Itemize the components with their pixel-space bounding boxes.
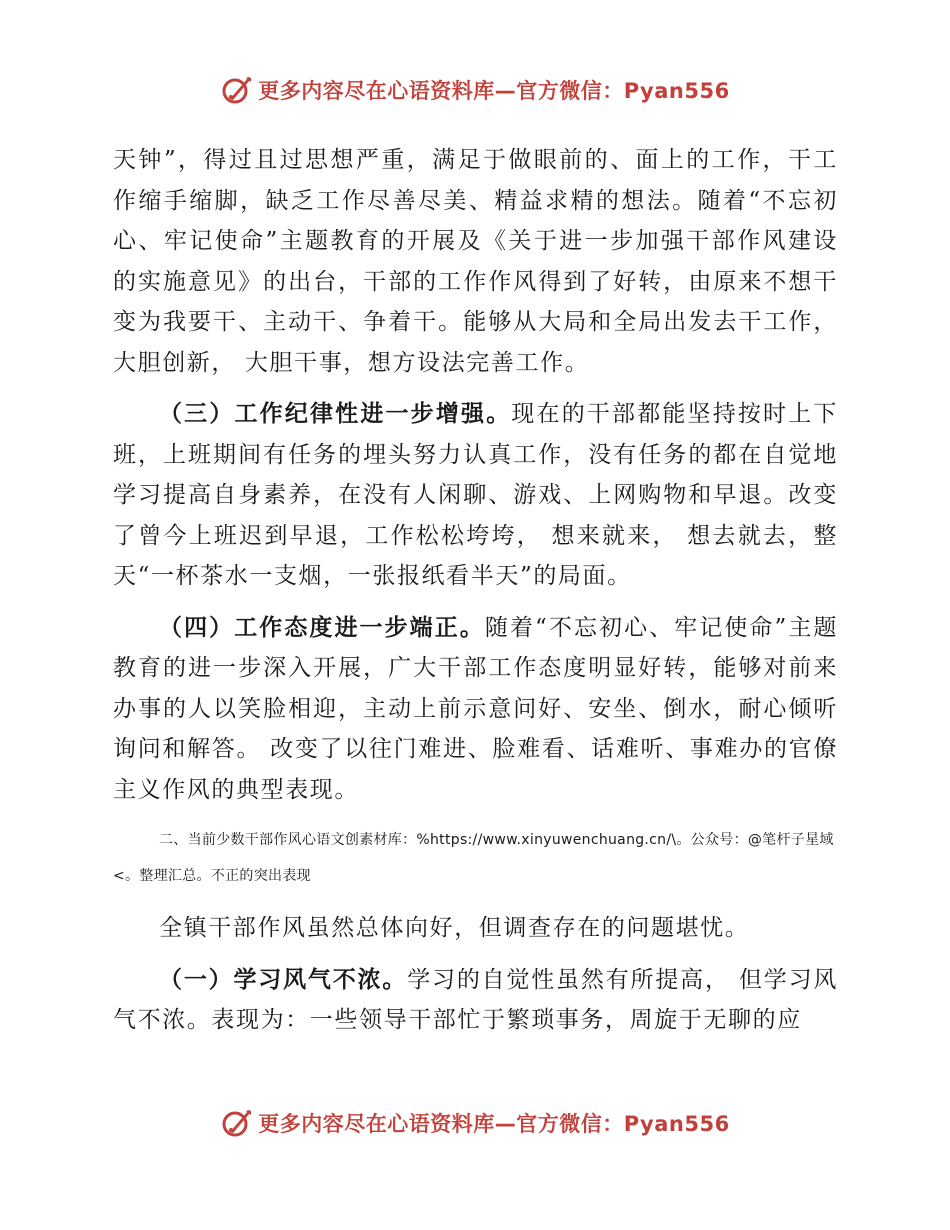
- section-heading-4: （四）工作态度进一步端正。: [159, 613, 485, 641]
- section-heading-3: （三）工作纪律性进一步增强。: [159, 400, 512, 427]
- quill-pen-logo-icon: [220, 73, 254, 107]
- paragraph-3-text: 随着“不忘初心、牢记使命”主题教育的进一步深入开展，广大干部工作态度明显好转，能够对前来办事的人以笑脸相迎，主动上前示意问好、安坐、倒水，耐心倾听询问和解答。 改变了以往门难进、脸难看、话难听、事难办的官僚主义作风的典型表现。: [113, 614, 838, 803]
- section-title-2: 二、当前少数干部作风心语文创素材库：%https://www.xinyuwenchuang.cn/\。公众号：@笔杆子星域<。整理汇总。不正的突出表现: [113, 832, 834, 884]
- footer-banner: [0, 1103, 950, 1143]
- paragraph-5-text: 学习的自觉性虽然有所提高， 但学习风气不浓。表现为：一些领导干部忙于繁琐事务，周旋于无聊的应: [113, 966, 838, 1033]
- paragraph-2-text: 现在的干部都能坚持按时上下班，上班期间有任务的埋头努力认真工作，没有任务的都在自觉地学习提高自身素养，在没有人闲聊、游戏、上网购物和早退。改变了曾今上班迟到早退，工作松松垮垮， 想来就来， 想去就去，整天“一杯茶水一支烟，一张报纸看半天”的局面。: [113, 401, 838, 589]
- section-heading-1: （一）学习风气不浓。: [159, 965, 408, 993]
- paragraph-4: 全镇干部作风虽然总体向好，但调查存在的问题堪忧。: [159, 915, 750, 941]
- quill-pen-logo-icon: [220, 1106, 254, 1140]
- document-body: [113, 140, 838, 1041]
- header-text: 更多内容尽在心语资料库—官方微信：Pyan556: [258, 79, 730, 103]
- paragraph-5: [113, 960, 838, 1041]
- header-banner: [0, 70, 950, 110]
- paragraph-3: [113, 608, 838, 811]
- paragraph-2: [113, 394, 838, 597]
- paragraph-1: 天钟”，得过且过思想严重，满足于做眼前的、面上的工作，干工作缩手缩脚，缺乏工作尽善尽美、精益求精的想法。随着“不忘初心、牢记使命”主题教育的开展及《关于进一步加强干部作风建设的实施意见》的出台，干部的工作作风得到了好转，由原来不想干变为我要干、主动干、争着干。能够从大局和全局出发去干工作，大胆创新， 大胆干事，想方设法完善工作。: [113, 147, 838, 376]
- footer-text: 更多内容尽在心语资料库—官方微信：Pyan556: [258, 1112, 730, 1136]
